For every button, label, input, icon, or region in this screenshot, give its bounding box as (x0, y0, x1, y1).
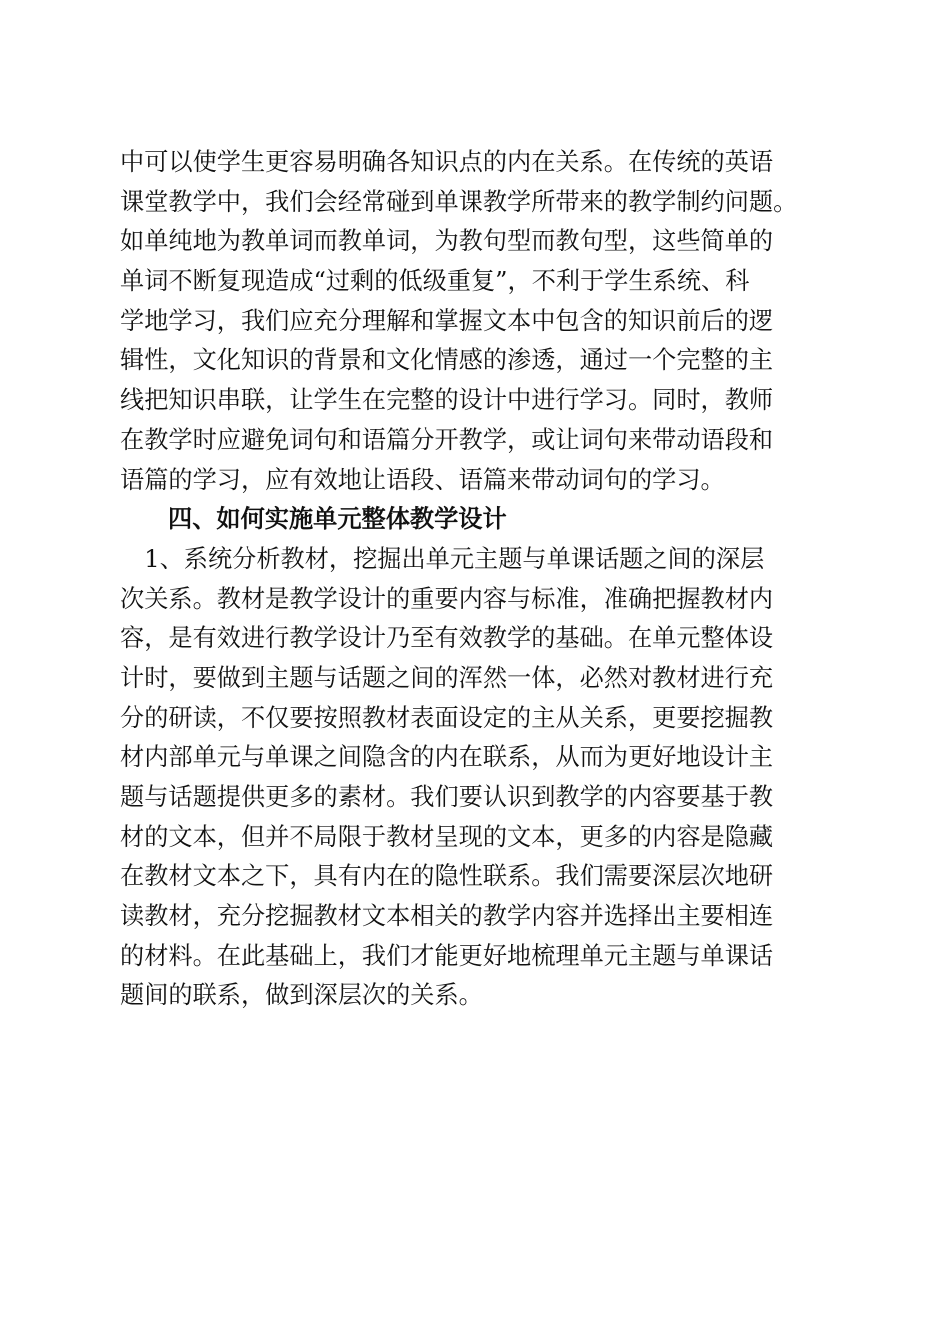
paragraph-line: 题间的联系，做到深层次的关系。 (120, 981, 483, 1010)
paragraph-line: 容，是有效进行教学设计乃至有效教学的基础。在单元整体设 (120, 624, 774, 653)
paragraph-line: 课堂教学中，我们会经常碰到单课教学所带来的教学制约问题。 (120, 187, 798, 216)
paragraph-line: 语篇的学习，应有效地让语段、语篇来带动词句的学习。 (120, 465, 725, 494)
paragraph-line: 单词不断复现造成“过剩的低级重复”，不利于学生系统、科 (120, 267, 750, 296)
paragraph-line: 次关系。教材是教学设计的重要内容与标准，准确把握教材内 (120, 584, 774, 613)
paragraph-line: 计时，要做到主题与话题之间的浑然一体，必然对教材进行充 (120, 663, 774, 692)
paragraph-line: 读教材，充分挖掘教材文本相关的教学内容并选择出主要相连 (120, 902, 774, 931)
paragraph-line: 材的文本，但并不局限于教材呈现的文本，更多的内容是隐藏 (120, 822, 774, 851)
paragraph-line: 材内部单元与单课之间隐含的内在联系，从而为更好地设计主 (120, 743, 774, 772)
paragraph-2 (120, 540, 830, 1016)
paragraph-line: 分的研读，不仅要按照教材表面设定的主从关系，更要挖掘教 (120, 703, 774, 732)
paragraph-line: 的材料。在此基础上，我们才能更好地梳理单元主题与单课话 (120, 941, 774, 970)
paragraph-1 (120, 143, 830, 500)
paragraph-line: 在教材文本之下，具有内在的隐性联系。我们需要深层次地研 (120, 862, 774, 891)
section-heading: 四、如何实施单元整体教学设计 (168, 505, 507, 534)
paragraph-line: 1、系统分析教材，挖掘出单元主题与单课话题之间的深层 (120, 544, 765, 573)
paragraph-line: 辑性，文化知识的背景和文化情感的渗透，通过一个完整的主 (120, 346, 774, 375)
paragraph-line: 学地学习，我们应充分理解和掌握文本中包含的知识前后的逻 (120, 306, 774, 335)
paragraph-line: 如单纯地为教单词而教单词，为教句型而教句型，这些简单的 (120, 227, 774, 256)
paragraph-line: 在教学时应避免词句和语篇分开教学，或让词句来带动语段和 (120, 425, 774, 454)
document-body (120, 143, 830, 1016)
paragraph-line: 中可以使学生更容易明确各知识点的内在关系。在传统的英语 (120, 148, 774, 176)
paragraph-line: 题与话题提供更多的素材。我们要认识到教学的内容要基于教 (120, 783, 774, 811)
paragraph-line: 线把知识串联，让学生在完整的设计中进行学习。同时，教师 (120, 386, 774, 415)
